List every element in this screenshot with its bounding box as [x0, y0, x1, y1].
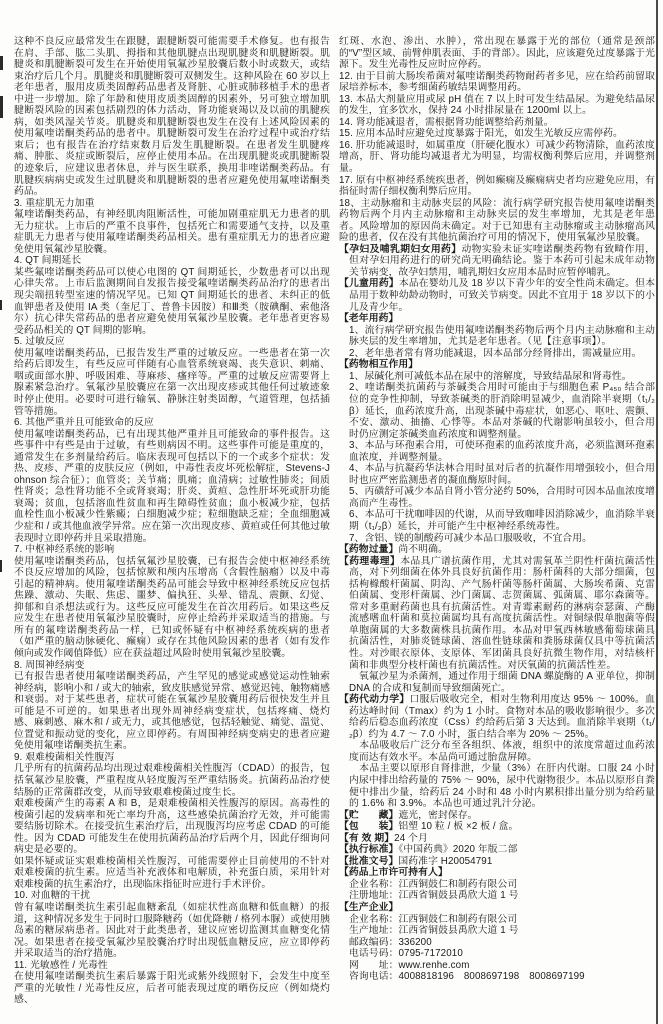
section-label: 【有 效 期】: [339, 832, 395, 844]
paragraph: 已有报告患者使用氟喹诺酮类药品，产生罕见的感觉或感觉运动性轴索神经病，影响小和 / 或大的轴索，致皮肤感觉异常、感觉迟钝、触物痛感和衰弱。对于某些患者，症状可能在氧氟沙星胶囊用药后很快发生并且可能是不可逆的。如果患者出现外周神经病变症状，包括疼痛、烧灼感、麻刺感、麻木和 / 或无力，或其他感觉，包括轻触觉、痛觉、温觉、位置觉和振动觉的变化，应立即停药。有周围神经病变病史的患者应避免使用氟喹诺酮类抗生素。: [14, 671, 330, 752]
paragraph: 3. 重症肌无力加重: [14, 197, 95, 209]
paragraph: 1、流行病学研究报告使用氟喹诺酮类药物后两个月内主动脉瘤和主动脉夹层的发生率增加，尤其是老年患者。（见【注意事项】）。: [349, 324, 655, 348]
paragraph: 【孕妇及哺乳期妇女用药】动物实验未证实喹诺酮类药物有致畸作用，但对孕妇用药进行的研究尚无明确结论。鉴于本药可引起未成年动物关节病变，故孕妇禁用，哺乳期妇女应用本品时应暂停哺乳。: [339, 243, 655, 278]
paragraph: 某些氟喹诺酮类药品可以使心电图的 QT 间期延长，少数患者可以出现心律失常。上市后监测期间自发报告接受氟喹诺酮类药品治疗的患者出现尖端扭转型室速的情况罕见。已知 QT 间期延长的患者、未纠正的低血钾患者及使用 IA 类（奎尼丁、普鲁卡因胺）和Ⅲ类（胺碘酮、索他洛尔）抗心律失常药品的患者应避免使用氧氟沙星胶囊。老年患者更容易受药品相关的 QT 间期的影响。: [14, 266, 330, 336]
paragraph: 1、尿碱化剂可减低本品在尿中的溶解度，导致结晶尿和肾毒性。: [349, 370, 632, 382]
section-label: 【孕妇及哺乳期妇女用药】: [339, 243, 462, 255]
paragraph: 在使用氟喹诺酮类抗生素后暴露于阳光或紫外线照射下，会发生中度至严重的光敏性 / 光毒性反应，后者可能表现过度的晒伤反应（例如烧灼感、: [14, 971, 330, 1006]
section-label: 【生产企业】: [339, 902, 399, 914]
paragraph: 本品主要以原形自肾排泄，少量（3%）在肝内代谢。口服 24 小时内尿中排出给药量的 75% ～ 90%，尿中代谢物很少。本品以原形自粪便中排出少量，给药后 24 小时和 48 小时内累积排出量分别为给药量的 1.6% 和 3.9%。本品也可通过乳汁分泌。: [349, 763, 655, 810]
paragraph: 【儿童用药】本品在婴幼儿及 18 岁以下青少年的安全性尚未确定。但本品用于数种幼龄动物时，可致关节病变。因此不宜用于 18 岁以下的小儿及青少年。: [339, 278, 655, 313]
section-label: 【老年用药】: [339, 313, 399, 325]
scan-artifact: [0, 96, 3, 118]
scan-artifact: [0, 300, 2, 310]
paragraph: 5. 过敏反应: [14, 336, 65, 348]
paragraph: 本品吸收后广泛分布至各组织、体液，组织中的浓度常超过血药浓度而达有效水平。本品尚可通过胎盘屏障。: [349, 740, 655, 763]
paragraph: 16. 肝功能减退时，如属重度（肝硬化腹水）可减少药物清除，血药浓度增高，肝、肾功能均减退者尤为明显，均需权衡利弊后应用，并调整剂量。: [339, 139, 655, 175]
right-column: [339, 36, 655, 1006]
paragraph: 9. 艰难梭菌相关性腹泻: [14, 751, 115, 763]
paragraph: 2、老年患者常有肾功能减退，因本品部分经肾排出，需减量应用。: [349, 347, 642, 359]
section-label: 【药物相互作用】: [339, 359, 419, 371]
paragraph: [339, 313, 655, 325]
section-label: 【药代动力学】: [339, 694, 410, 706]
paragraph: [339, 867, 655, 879]
section-label: 【儿童用药】: [339, 278, 399, 290]
paragraph: 电话号码：0795-7172010: [349, 948, 463, 960]
paragraph: 15. 应用本品时应避免过度暴露于阳光，如发生光敏反应需停药。: [339, 128, 623, 140]
section-label: 【包 装】: [339, 821, 399, 833]
paragraph: 企业名称：江西铜鼓仁和制药有限公司: [349, 878, 518, 890]
scan-artifact: [0, 560, 2, 572]
paragraph: 【包 装】铝塑 10 粒 / 板 ×2 板 / 盒。: [339, 821, 519, 833]
paragraph: 3、本品与环孢素合用，可使环孢素的血药浓度升高，必须监测环孢素血浓度，并调整剂量。: [349, 440, 655, 463]
paragraph: 氧氟沙星为杀菌剂，通过作用于细菌 DNA 螺旋酶的 A 亚单位，抑制 DNA 的合成和复制而导致细菌死亡。: [349, 671, 655, 694]
paragraph: 曾有氟喹诺酮类抗生素引起血糖紊乱（如症状性高血糖和低血糖）的报道，这种情况多发生于同时口服降糖药（如优降糖 / 格列本脲）或使用胰岛素的糖尿病患者。因此对于此类患者，建议应密切监测其血糖变化情况。如果患者在接受氧氟沙星胶囊治疗时出现低血糖反应，应立即停药并采取适当的治疗措施。: [14, 902, 330, 960]
paragraph: 如果怀疑或证实艰难梭菌相关性腹泻，可能需要停止目前使用的不针对艰难梭菌的抗生素。应适当补充液体和电解质，补充蛋白质，采用针对艰难梭菌的抗生素治疗，出现临床指征时应进行手术评价。: [14, 855, 330, 890]
paragraph: 7、含铝、镁的制酸药可减少本品口服吸收，不宜合用。: [349, 532, 593, 544]
page-edge-line: [656, 0, 658, 1024]
section-label: 【药理毒理】: [339, 555, 401, 567]
section-label: 【药品上市许可持有人】: [339, 867, 448, 879]
paragraph: 12. 由于目前大肠埃希菌对氟喹诺酮类药物耐药者多见，应在给药前留取尿培养标本，参考细菌药敏结果调整用药。: [339, 70, 655, 94]
section-label: 【批准文号】: [339, 855, 399, 867]
paragraph: 6、本品可干扰咖啡因的代谢，从而导致咖啡因消除减少，血消除半衰期（t₁/₂β）延长，并可能产生中枢神经系统毒性。: [349, 509, 655, 532]
paragraph: 【药代动力学】口服后吸收完全，相对生物利用度达 95% ～ 100%。血药达峰时间（Tmax）约为 1 小时。食物对本品的吸收影响很少。多次给药后稳态血药浓度（Css）约给药后第 3 天达到。血消除半衰期（t₁/₂β）约为 4.7 ～ 7.0 小时，蛋白结合率为 20% ～ 25%。: [339, 694, 655, 740]
paragraph: 11. 光敏感性 / 光毒性: [14, 959, 108, 971]
paragraph: 生产地址：江西省铜鼓县禹欣大道 1 号: [349, 925, 519, 937]
paragraph: 4、本品与抗凝药华法林合用时虽对后者的抗凝作用增强较小，但合用时也应严密监测患者的凝血酶原时间。: [349, 463, 655, 486]
paragraph: 【有 效 期】24 个月: [339, 832, 428, 844]
paragraph: 咨询电话：4008818196 8008697198 8008697199: [349, 971, 585, 983]
paragraph: 网 址：www.renhe.com: [349, 959, 470, 971]
paragraph: 这种不良反应最常发生在跟腱，跟腱断裂可能需要手术修复。也有报告在肩、手部、肱二头肌、拇指和其他肌腱点出现肌腱炎和肌腱断裂。肌腱炎和肌腱断裂可发生在开始使用氧氟沙星胶囊后数小时或数天，或结束治疗后几个月。肌腱炎和肌腱断裂可双侧发生。这种风险在 60 岁以上老年患者，服用皮质类固醇药品患者及肾脏、心脏或肺移植手术的患者中进一步增加。除了年龄和使用皮质类固醇的因素外，另可独立增加肌腱断裂风险的因素包括剧烈的体力活动，肾功能衰竭以及以前的肌腱疾病，如类风湿关节炎。肌腱炎和肌腱断裂也发生在没有上述风险因素的使用氟喹诺酮类药品的患者中。肌腱断裂可发生在治疗过程中或治疗结束后；也有报告在治疗结束数月后发生肌腱断裂。在患者发生肌腱疼痛、肿胀、炎症或断裂后，应停止使用本品。在出现肌腱炎或肌腱断裂的迹象后，应建议患者休息，并与医生联系，换用非喹诺酮类药品。有肌腱疾病病史或发生过肌腱炎和肌腱断裂的患者应避免使用氟喹诺酮类药品。: [14, 36, 330, 198]
paragraph: 4. QT 间期延长: [14, 255, 82, 267]
paragraph: [339, 359, 655, 371]
paragraph: [339, 902, 655, 914]
paragraph: 使用氟喹诺酮类药品，已有出现其他严重并且可能致命的事件报告。这些事件中有些是由于过敏，有些则病因不明。这些事件可能是重度的，通常发生在多剂量给药后。临床表现可包括以下的一个或多个症状：发热、皮疹、严重的皮肤反应（例如，中毒性表皮坏死松解症，Stevens-Johnson 综合征）；血管炎；关节痛；肌痛；血清病；过敏性肺炎；间质性肾炎；急性肾功能不全或肾衰竭；肝炎、黄疸、急性肝坏死或肝功能衰竭；贫血，包括溶血性贫血和再生障碍性贫血；血小板减少症，包括血栓性血小板减少性紫癜；白细胞减少症；粒细胞缺乏症；全血细胞减少症和 / 或其他血液学异常。应在第一次出现皮疹、黄疸或任何其他过敏表现时立即停药并且采取措施。: [14, 428, 330, 544]
paragraph: 【执行标准】《中国药典》2020 年版二部: [339, 844, 518, 856]
paragraph: 使用氟喹诺酮类药品，已报告发生严重的过敏反应。一些患者在第一次给药后即发生，有些反应可伴随有心血管系统衰竭、丧失意识、刺痛、咽或面部水肿、呼吸困难、荨麻疹、瘙痒等。严重的过敏反应需要肾上腺素紧急治疗。氧氟沙星胶囊应在第一次出现皮疹或其他任何过敏迹象时停止使用。必要时可进行输氧、静脉注射类固醇，气道管理，包括插管等措施。: [14, 347, 330, 417]
paragraph: 企业名称：江西铜鼓仁和制药有限公司: [349, 913, 518, 925]
paragraph: 【批准文号】国药准字 H20054791: [339, 855, 493, 867]
paragraph: 14. 肾功能减退者，需根据肾功能调整给药剂量。: [339, 116, 554, 128]
paragraph: 13. 本品大剂量应用或尿 pH 值在 7 以上时可发生结晶尿。为避免结晶尿的发生，宜多饮水，保持 24 小时排尿量在 1200ml 以上。: [339, 93, 655, 117]
paragraph: 6. 其他严重并且可能致命的反应: [14, 417, 154, 429]
paragraph: 注册地址：江西省铜鼓县禹欣大道 1 号: [349, 890, 519, 902]
paragraph: 使用氟喹诺酮类药品，包括氧氟沙星胶囊，已有报告会使中枢神经系统不良反应增加的风险，包括惊厥和颅内压增高（含假性脑瘤）以及中毒引起的精神病。使用氟喹诺酮类药品可能会导致中枢神经系统反应包括焦躁、激动、失眠、焦虑、噩梦、偏执狂、头晕、错乱、震颤、幻觉、抑郁和自杀想法或行为。这些反应可能发生在首次用药后。如果这些反应发生在患者使用氧氟沙星胶囊时，应停止给药并采取适当的措施。与所有的氟喹诺酮类药品一样，已知或怀疑有中枢神经系统疾病的患者（如严重的脑动脉硬化、癫痫）或存在其他风险因素的患者（如有发作倾向或发作阈值降低）应在获益超过风险时使用氧氟沙星胶囊。: [14, 555, 330, 659]
paragraph: 10. 对血糖的干扰: [14, 890, 91, 902]
paragraph: 氟喹诺酮类药品，有神经肌肉阻断活性，可能加剧重症肌无力患者的肌无力症状。上市后的严重不良事件，包括死亡和需要通气支持，以及重症肌无力患者与使用氟喹诺酮类药品相关。患有重症肌无力的患者应避免使用氧氟沙星胶囊。: [14, 209, 330, 255]
paragraph: 邮政编码：336200: [349, 936, 432, 948]
paragraph: 【药物过量】尚不明确。: [339, 544, 448, 556]
paragraph: 7. 中枢神经系统的影响: [14, 544, 115, 556]
section-label: 【药物过量】: [339, 544, 399, 556]
paragraph: 2、喹诺酮类抗菌药与茶碱类合用时可能由于与细胞色素 P₄₅₀ 结合部位的竞争性抑制，导致茶碱类的肝消除明显减少，血消除半衰期（t₁/₂β）延长，血药浓度升高，出现茶碱中毒症状，如恶心、呕吐、震颤、不安、激动、抽搐、心悸等。本品对茶碱的代谢影响虽较小，但合用时仍应测定茶碱类血药浓度和调整剂量。: [349, 382, 655, 440]
paragraph: 17. 原有中枢神经系统疾患者，例如癫痫及癫痫病史者均应避免应用，有指征时需仔细权衡利弊后应用。: [339, 174, 655, 198]
section-label: 【执行标准】: [339, 844, 399, 856]
paragraph: 5、丙磺舒可减少本品自肾小管分泌约 50%，合用时可因本品血浓度增高而产生毒性。: [349, 486, 655, 509]
paragraph: 红斑、水泡、渗出、水肿），常出现在暴露于光的部位（通常是颈部的“V”型区域、前臂伸肌表面、手的背部）。因此，应该避免过度暴露于光源下。发生光毒性反应时应停药。: [339, 36, 655, 71]
paragraph: 【药理毒理】本品具广谱抗菌作用，尤其对需氧革兰阴性杆菌抗菌活性高，对下列细菌在体外具良好抗菌作用：肠杆菌科的大部分细菌，包括枸橼酸杆菌属、阴沟、产气肠杆菌等肠杆菌属、大肠埃希菌、克雷伯菌属、变形杆菌属、沙门菌属、志贺菌属、弧菌属、耶尔森菌等。常对多重耐药菌也具有抗菌活性。对青霉素耐药的淋病奈瑟菌、产酶流感嗜血杆菌和莫拉菌属均具有高度抗菌活性。对铜绿假单胞菌等假单胞菌属的大多数菌株具抗菌作用。本品对甲氧西林敏感葡萄球菌具抗菌活性，对肺炎链球菌、溶血性链球菌和粪肠球菌仅具中等抗菌活性。对沙眼衣原体、支原体、军团菌具良好抗微生物作用，对结核杆菌和非典型分枝杆菌也有抗菌活性。对厌氧菌的抗菌活性差。: [339, 555, 655, 671]
paragraph: 艰难梭菌产生的毒素 A 和 B，是艰难梭菌相关性腹泻的原因。高毒性的梭菌引起的发病率和死亡率均升高，这些感染抗菌治疗无效，并可能需要结肠切除术。在接受抗生素治疗后，出现腹泻均应考虑 CDAD 的可能性。因为 CDAD 可能发生在使用抗菌药品治疗后两个月，因此仔细询问病史是必要的。: [14, 798, 330, 856]
paragraph: 几乎所有的抗菌药品均出现过艰难梭菌相关性腹泻（CDAD）的报告，包括氧氟沙星胶囊，严重程度从轻度腹泻至严重结肠炎。抗菌药品治疗使结肠的正常菌群改变，从而导致艰难梭菌过度生长。: [14, 763, 330, 798]
paragraph: 18、主动脉瘤和主动脉夹层的风险：流行病学研究报告使用氟喹诺酮类药物后两个月内主动脉瘤和主动脉夹层的发生率增加，尤其是老年患者。风险增加的原因尚未确定。对于已知患有主动脉瘤或主动脉瘤高风险的患者，仅在没有其他抗菌治疗可用的情况下，使用氧氟沙星胶囊。: [339, 197, 655, 244]
scan-artifact: [0, 56, 3, 70]
paragraph: 【贮 藏】遮光，密封保存。: [339, 809, 478, 821]
left-column: [14, 36, 330, 1006]
paragraph: 8. 周围神经病变: [14, 659, 85, 671]
section-label: 【贮 藏】: [339, 809, 399, 821]
